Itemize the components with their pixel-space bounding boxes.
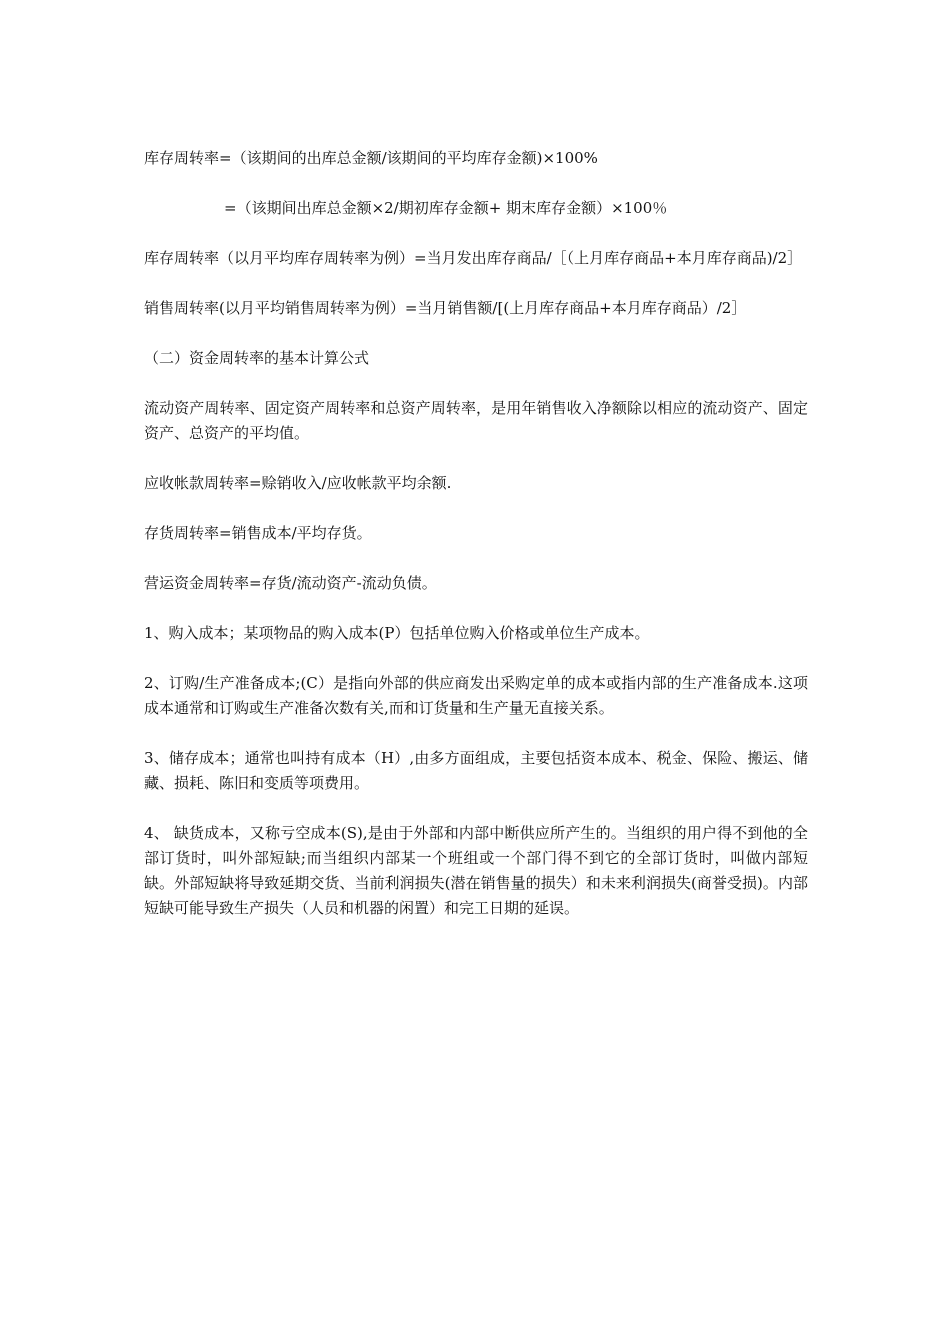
list-item-purchase-cost: 1、购入成本；某项物品的购入成本(P）包括单位购入价格或单位生产成本。 <box>144 624 650 642</box>
section-heading-capital-turnover: （二）资金周转率的基本计算公式 <box>144 349 370 367</box>
list-item-holding-cost: 3、储存成本；通常也叫持有成本（H）,由多方面组成，主要包括资本成本、税金、保险、搬运、储藏、损耗、陈旧和变质等项费用。 <box>144 749 808 792</box>
formula-sales-turnover: 销售周转率(以月平均销售周转率为例）=当月销售额/[(上月库存商品+本月库存商品）/2］ <box>144 299 747 317</box>
formula-monthly-inventory-turnover: 库存周转率（以月平均库存周转率为例）=当月发出库存商品/［（上月库存商品+本月库存商品)/2］ <box>144 249 803 267</box>
list-item-shortage-cost: 4、 缺货成本，又称亏空成本(S),是由于外部和内部中断供应所产生的。当组织的用户得不到他的全部订货时，叫外部短缺;而当组织内部某一个班组或一个部门得不到它的全部订货时，叫做内部短缺。外部短缺将导致延期交货、当前利润损失(潜在销售量的损失）和未来利润损失(商誉受损)。内部短缺可能导致生产损失（人员和机器的闲置）和完工日期的延误。 <box>144 824 808 917</box>
paragraph-asset-turnover: 流动资产周转率、固定资产周转率和总资产周转率，是用年销售收入净额除以相应的流动资产、固定资产、总资产的平均值。 <box>144 399 808 442</box>
formula-inventory-turnover: 库存周转率=（该期间的出库总金额/该期间的平均库存金额)×100% <box>144 149 598 167</box>
document-body <box>144 146 808 946</box>
formula-receivables-turnover: 应收帐款周转率=赊销收入/应收帐款平均余额. <box>144 474 452 492</box>
formula-stock-turnover: 存货周转率=销售成本/平均存货。 <box>144 524 372 542</box>
list-item-ordering-cost: 2、订购/生产准备成本;(C）是指向外部的供应商发出采购定单的成本或指内部的生产准备成本.这项成本通常和订购或生产准备次数有关,而和订货量和生产量无直接关系。 <box>144 674 808 717</box>
formula-working-capital-turnover: 营运资金周转率=存货/流动资产-流动负债。 <box>144 574 437 592</box>
formula-inventory-turnover-alt: =（该期间出库总金额×2/期初库存金额+ 期末库存金额）×100％ <box>224 199 668 217</box>
